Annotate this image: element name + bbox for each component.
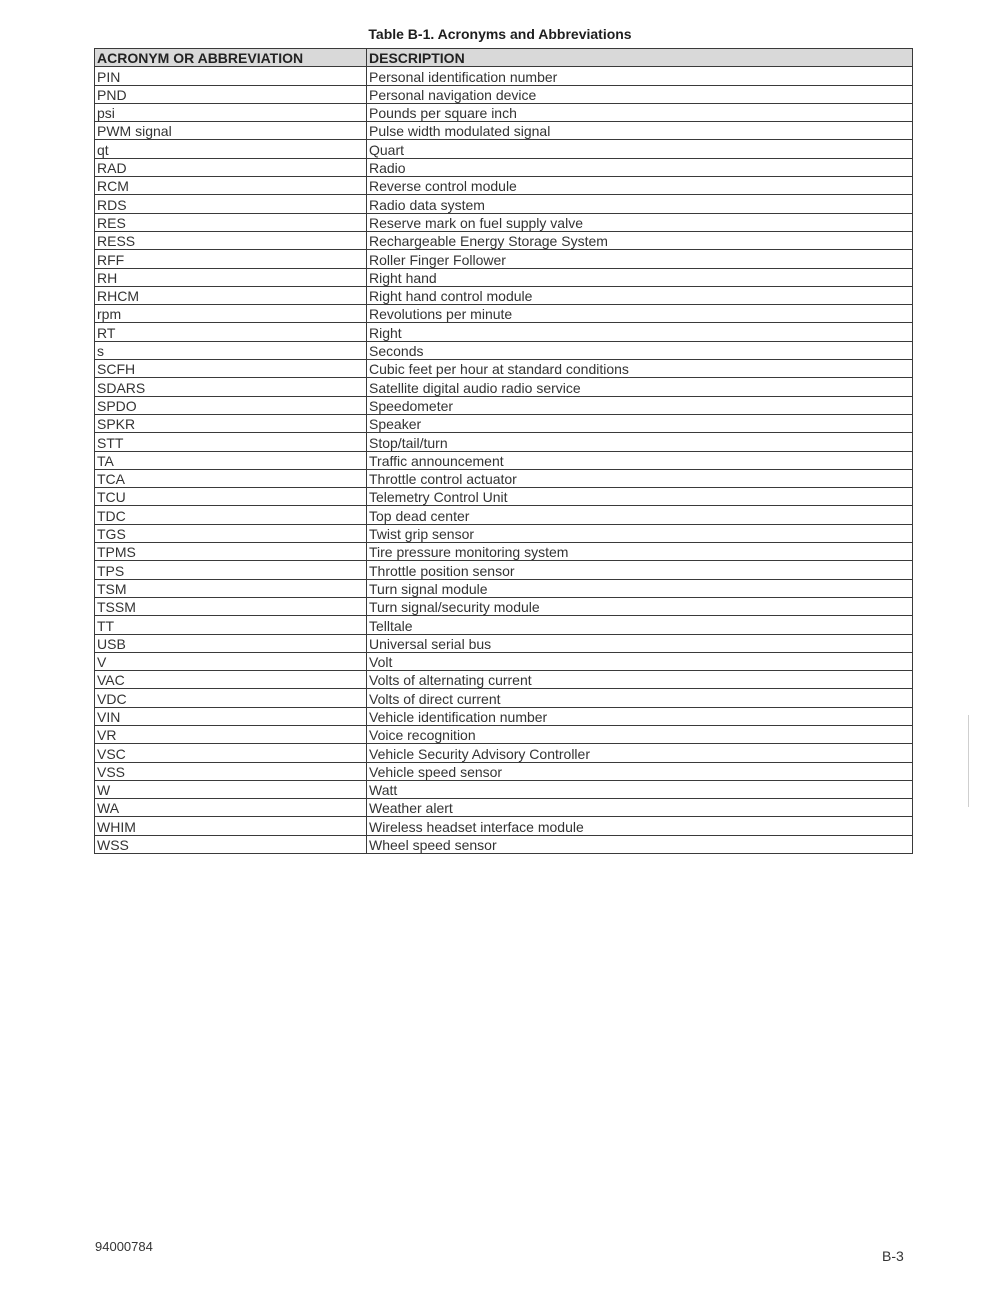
- acronym-cell: RHCM: [95, 286, 367, 304]
- table-row: [95, 469, 913, 487]
- table-row: [95, 543, 913, 561]
- description-cell: Traffic announcement: [367, 451, 913, 469]
- table-row: [95, 195, 913, 213]
- acronym-cell: RH: [95, 268, 367, 286]
- table-row: [95, 286, 913, 304]
- acronym-cell: VR: [95, 725, 367, 743]
- acronym-cell: VSS: [95, 762, 367, 780]
- description-cell: Seconds: [367, 341, 913, 359]
- description-cell: Volt: [367, 652, 913, 670]
- description-cell: Wheel speed sensor: [367, 835, 913, 853]
- table-row: [95, 414, 913, 432]
- description-cell: Cubic feet per hour at standard conditions: [367, 360, 913, 378]
- acronym-cell: WSS: [95, 835, 367, 853]
- acronym-cell: RT: [95, 323, 367, 341]
- acronyms-table: [94, 48, 913, 854]
- description-cell: Pulse width modulated signal: [367, 122, 913, 140]
- table-row: [95, 707, 913, 725]
- acronym-cell: USB: [95, 634, 367, 652]
- acronym-cell: WHIM: [95, 817, 367, 835]
- description-cell: Watt: [367, 780, 913, 798]
- description-cell: Turn signal/security module: [367, 597, 913, 615]
- description-cell: Reserve mark on fuel supply valve: [367, 213, 913, 231]
- acronym-cell: qt: [95, 140, 367, 158]
- acronym-cell: RES: [95, 213, 367, 231]
- acronym-cell: WA: [95, 799, 367, 817]
- table-row: [95, 524, 913, 542]
- description-cell: Telemetry Control Unit: [367, 488, 913, 506]
- page-number: B-3: [882, 1248, 904, 1264]
- description-cell: Satellite digital audio radio service: [367, 378, 913, 396]
- description-cell: Voice recognition: [367, 725, 913, 743]
- table-row: [95, 323, 913, 341]
- table-row: [95, 799, 913, 817]
- acronym-column-header: ACRONYM OR ABBREVIATION: [95, 49, 367, 67]
- description-cell: Tire pressure monitoring system: [367, 543, 913, 561]
- table-row: [95, 305, 913, 323]
- table-body: [95, 67, 913, 854]
- table-row: [95, 597, 913, 615]
- acronym-cell: s: [95, 341, 367, 359]
- description-cell: Right hand control module: [367, 286, 913, 304]
- acronym-cell: RESS: [95, 231, 367, 249]
- table-row: [95, 488, 913, 506]
- acronym-cell: TA: [95, 451, 367, 469]
- acronym-cell: RFF: [95, 250, 367, 268]
- description-cell: Reverse control module: [367, 177, 913, 195]
- acronym-cell: TCA: [95, 469, 367, 487]
- description-cell: Top dead center: [367, 506, 913, 524]
- acronym-cell: psi: [95, 103, 367, 121]
- table-row: [95, 177, 913, 195]
- table-row: [95, 671, 913, 689]
- acronym-cell: VAC: [95, 671, 367, 689]
- table-row: [95, 268, 913, 286]
- table-row: [95, 360, 913, 378]
- acronym-cell: SPDO: [95, 396, 367, 414]
- table-row: [95, 616, 913, 634]
- description-cell: Telltale: [367, 616, 913, 634]
- table-row: [95, 725, 913, 743]
- table-title: Table B-1. Acronyms and Abbreviations: [368, 26, 632, 42]
- acronym-cell: PWM signal: [95, 122, 367, 140]
- description-cell: Vehicle Security Advisory Controller: [367, 744, 913, 762]
- acronym-cell: VIN: [95, 707, 367, 725]
- description-cell: Pounds per square inch: [367, 103, 913, 121]
- description-cell: Rechargeable Energy Storage System: [367, 231, 913, 249]
- description-cell: Right: [367, 323, 913, 341]
- table-row: [95, 122, 913, 140]
- description-cell: Stop/tail/turn: [367, 433, 913, 451]
- table-row: [95, 506, 913, 524]
- description-cell: Turn signal module: [367, 579, 913, 597]
- acronym-cell: TCU: [95, 488, 367, 506]
- document-number: 94000784: [95, 1239, 153, 1254]
- description-cell: Vehicle identification number: [367, 707, 913, 725]
- acronym-cell: PIN: [95, 67, 367, 85]
- acronym-cell: TSM: [95, 579, 367, 597]
- acronym-cell: V: [95, 652, 367, 670]
- acronym-cell: rpm: [95, 305, 367, 323]
- description-column-header: DESCRIPTION: [367, 49, 913, 67]
- acronym-cell: SCFH: [95, 360, 367, 378]
- acronym-cell: SPKR: [95, 414, 367, 432]
- table-row: [95, 762, 913, 780]
- acronym-cell: TPMS: [95, 543, 367, 561]
- table-row: [95, 158, 913, 176]
- table-row: [95, 396, 913, 414]
- table-row: [95, 231, 913, 249]
- table-row: [95, 652, 913, 670]
- description-cell: Wireless headset interface module: [367, 817, 913, 835]
- description-cell: Roller Finger Follower: [367, 250, 913, 268]
- table-row: [95, 140, 913, 158]
- acronym-cell: TT: [95, 616, 367, 634]
- description-cell: Speedometer: [367, 396, 913, 414]
- table-row: [95, 213, 913, 231]
- description-cell: Universal serial bus: [367, 634, 913, 652]
- acronym-cell: W: [95, 780, 367, 798]
- description-cell: Vehicle speed sensor: [367, 762, 913, 780]
- description-cell: Volts of alternating current: [367, 671, 913, 689]
- description-cell: Radio: [367, 158, 913, 176]
- description-cell: Speaker: [367, 414, 913, 432]
- table-row: [95, 67, 913, 85]
- margin-change-bar: [968, 715, 969, 807]
- description-cell: Radio data system: [367, 195, 913, 213]
- table-row: [95, 103, 913, 121]
- acronym-cell: TDC: [95, 506, 367, 524]
- table-row: [95, 744, 913, 762]
- table-row: [95, 341, 913, 359]
- table-row: [95, 579, 913, 597]
- description-cell: Personal navigation device: [367, 85, 913, 103]
- acronym-cell: TGS: [95, 524, 367, 542]
- table-row: [95, 634, 913, 652]
- table-row: [95, 250, 913, 268]
- description-cell: Revolutions per minute: [367, 305, 913, 323]
- description-cell: Right hand: [367, 268, 913, 286]
- description-cell: Quart: [367, 140, 913, 158]
- table-row: [95, 817, 913, 835]
- acronym-cell: SDARS: [95, 378, 367, 396]
- description-cell: Throttle control actuator: [367, 469, 913, 487]
- description-cell: Personal identification number: [367, 67, 913, 85]
- table-row: [95, 378, 913, 396]
- description-cell: Weather alert: [367, 799, 913, 817]
- acronym-cell: TPS: [95, 561, 367, 579]
- description-cell: Twist grip sensor: [367, 524, 913, 542]
- table-row: [95, 85, 913, 103]
- acronym-cell: STT: [95, 433, 367, 451]
- table-row: [95, 689, 913, 707]
- description-cell: Volts of direct current: [367, 689, 913, 707]
- acronym-cell: VDC: [95, 689, 367, 707]
- description-cell: Throttle position sensor: [367, 561, 913, 579]
- acronym-cell: PND: [95, 85, 367, 103]
- acronym-cell: VSC: [95, 744, 367, 762]
- table-row: [95, 835, 913, 853]
- table-header-row: [95, 49, 913, 67]
- table-row: [95, 561, 913, 579]
- table-row: [95, 451, 913, 469]
- table-row: [95, 433, 913, 451]
- acronym-cell: RCM: [95, 177, 367, 195]
- table-row: [95, 780, 913, 798]
- acronym-cell: RAD: [95, 158, 367, 176]
- acronym-cell: TSSM: [95, 597, 367, 615]
- acronym-cell: RDS: [95, 195, 367, 213]
